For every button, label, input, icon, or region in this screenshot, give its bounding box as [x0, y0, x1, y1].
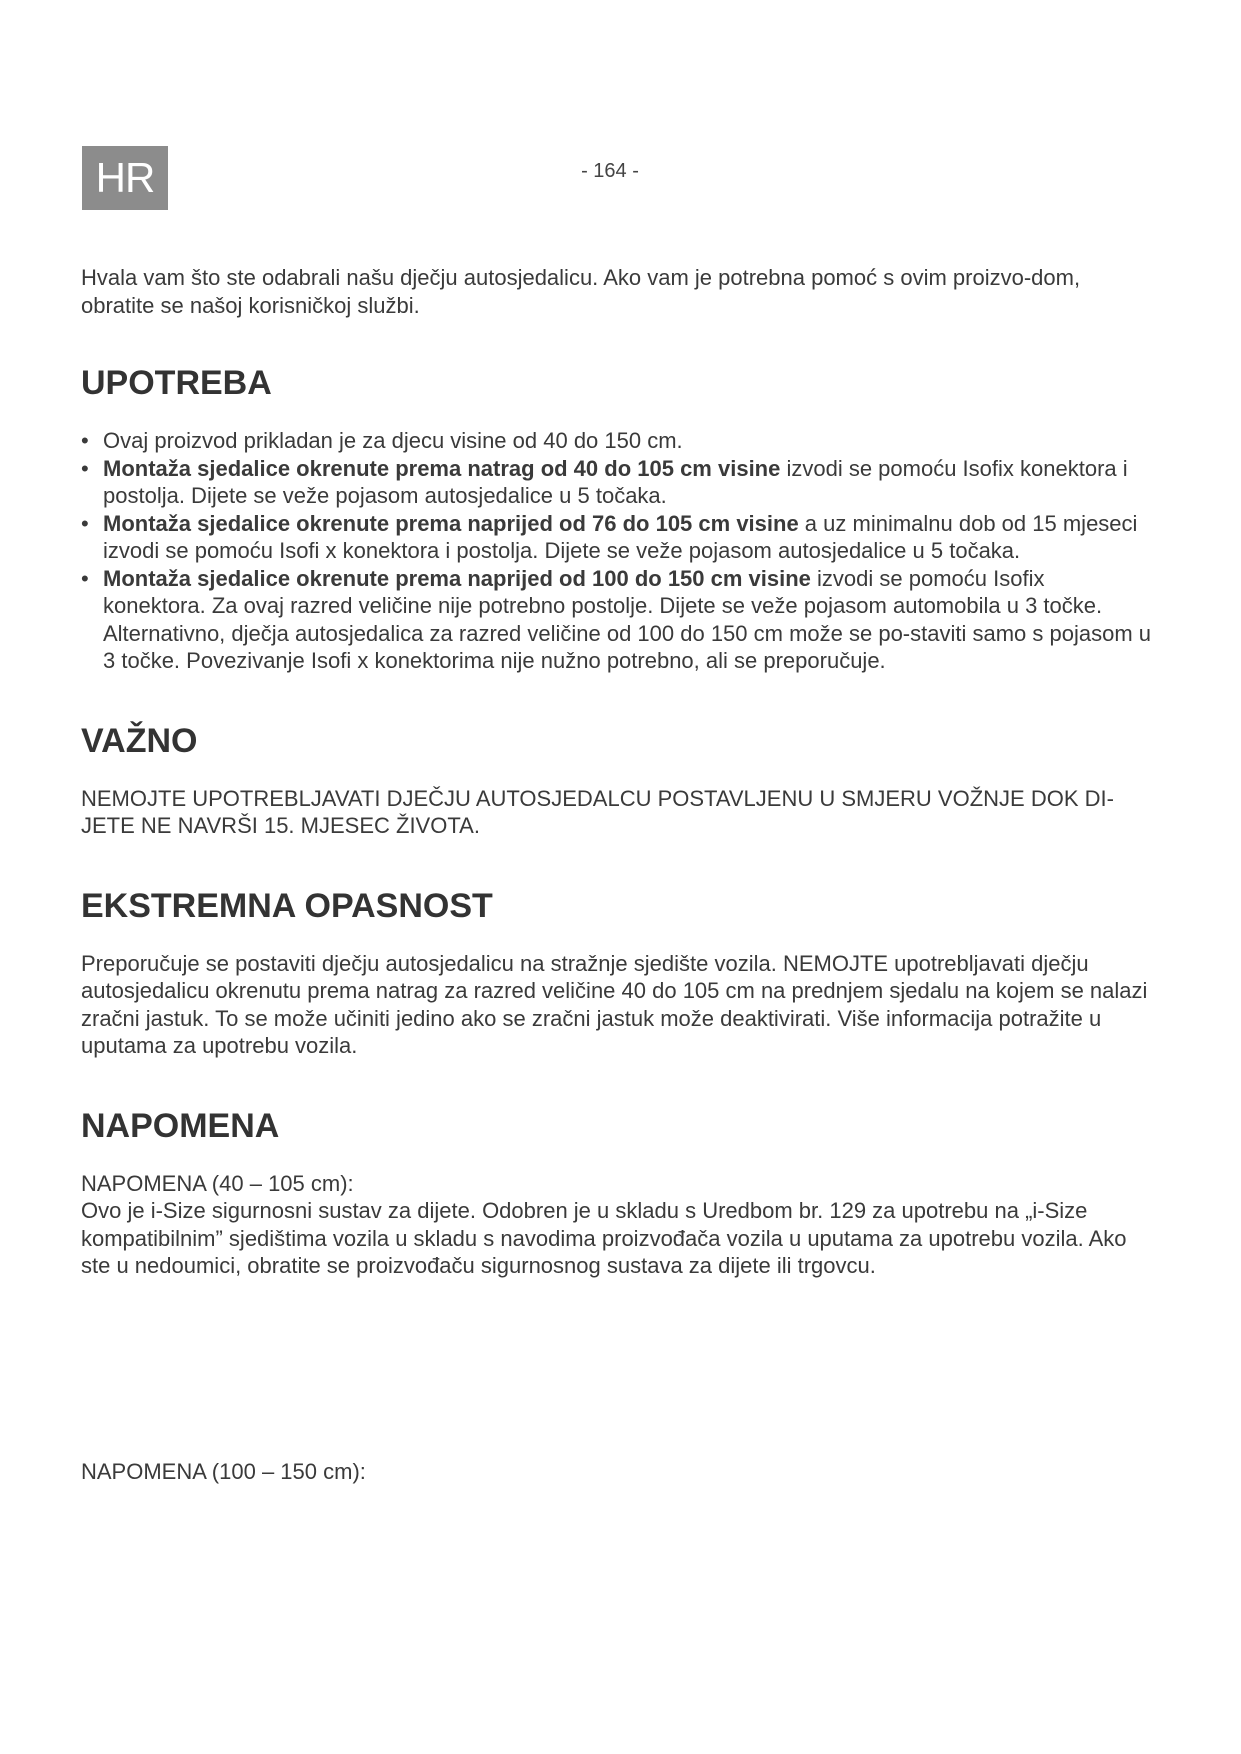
- danger-text: Preporučuje se postaviti dječju autosjedalicu na stražnje sjedište vozila. NEMOJTE upotrebljavati dječju autosjedalicu okrenutu prema natrag za razred veličine 40 do 105 cm na prednjem sjedalu na kojem se nalazi zračni jastuk. To se može učiniti jedino ako se zračni jastuk može deaktivirati. Više informacija potražite u uputama za upotrebu vozila.: [81, 950, 1148, 1058]
- usage-item: • Montaža sjedalice okrenute prema naprijed od 76 do 105 cm visine a uz minimalnu dob od 15 mjeseci izvodi se pomoću Isofi x konektora i postolja. Dijete se veže pojasom autosjedalice u 5 točaka.: [81, 510, 1151, 565]
- important-text: NEMOJTE UPOTREBLJAVATI DJEČJU AUTOSJEDALCU POSTAVLJENU U SMJERU VOŽNJE DOK DI-JETE NE NAVRŠI 15. MJESEC ŽIVOTA.: [81, 785, 1114, 838]
- document-body: [81, 264, 1151, 1485]
- intro-paragraph: Hvala vam što ste odabrali našu dječju autosjedalicu. Ako vam je potrebna pomoć s ovim proizvo-dom, obratite se našoj korisničkoj službi.: [81, 265, 1081, 318]
- note-label-100-150: NAPOMENA (100 – 150 cm):: [81, 1458, 366, 1484]
- language-badge: HR: [82, 146, 168, 210]
- usage-item: • Montaža sjedalice okrenute prema natrag od 40 do 105 cm visine izvodi se pomoću Isofix konektora i postolja. Dijete se veže pojasom autosjedalice u 5 točaka.: [81, 455, 1151, 510]
- usage-item: • Ovaj proizvod prikladan je za djecu visine od 40 do 150 cm.: [81, 427, 1151, 455]
- note-label-40-105: NAPOMENA (40 – 105 cm):: [81, 1170, 354, 1196]
- section-title-vazno: VAŽNO: [81, 721, 198, 760]
- section-title-napomena: NAPOMENA: [81, 1106, 280, 1145]
- page-number: - 164 -: [581, 160, 639, 182]
- usage-list: [81, 427, 1151, 675]
- note-text-40-105: Ovo je i-Size sigurnosni sustav za dijete. Odobren je u skladu s Uredbom br. 129 za upotrebu na „i-Size kompatibilnim” sjedištima vozila u skladu s navodima proizvođača vozila u uputama za upotrebu vozila. Ako ste u nedoumici, obratite se proizvođaču sigurnosnog sustava za dijete ili trgovcu.: [81, 1198, 1127, 1278]
- section-title-upotreba: UPOTREBA: [81, 364, 272, 402]
- section-title-opasnost: EKSTREMNA OPASNOST: [81, 886, 493, 925]
- usage-item: • Montaža sjedalice okrenute prema naprijed od 100 do 150 cm visine izvodi se pomoću Isofix konektora. Za ovaj razred veličine nije potrebno postolje. Dijete se veže pojasom automobila u 3 točke. Alternativno, dječja autosjedalica za razred veličine od 100 do 150 cm može se po-staviti samo s pojasom u 3 točke. Povezivanje Isofi x konektorima nije nužno potrebno, ali se preporučuje.: [81, 565, 1151, 675]
